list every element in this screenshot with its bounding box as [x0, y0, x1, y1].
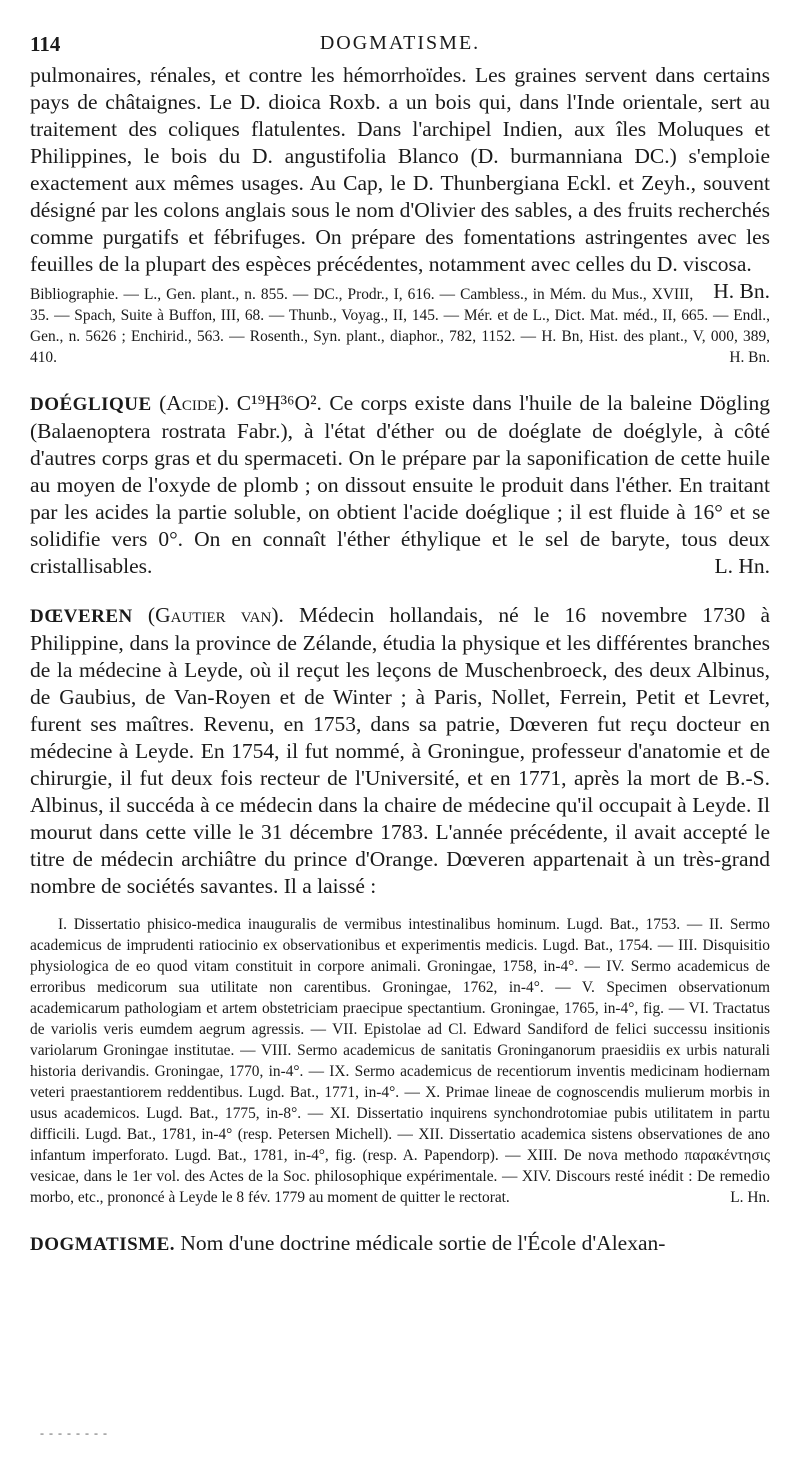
running-head — [30, 22, 770, 56]
bibliography — [30, 284, 770, 368]
doeveren-signature: L. Hn. — [730, 1189, 770, 1206]
footer-marks: - - - - - - - - — [40, 1426, 108, 1440]
doeveren-label: (Gautier van). — [147, 603, 284, 627]
doeveren-works-text: I. Dissertatio phisico-medica inauguralis de vermibus intestinalibus hominum. Lugd. Bat., 1753. — II. Sermo academicus de imprudenti ratiocinio ex observationibus et experimentis medicis. Lugd. Bat., 1754. — III. Disquisitio physiologica de eo quod vitam constituit in corpore animali. Groningae, 1758, in-4°. — IV. Sermo academicus de erroribus medicorum sua utilitate non carentibus. Groningae, 1762, in-4°. — V. Specimen observationum academicarum pathologiam et artem obstetriciam praecipue spectantium. Groningae, 1765, in-4°, fig. — VI. Tractatus de variolis veris eumdem aegrum agressis. — VII. Epistolae ad Cl. Edward Sandiford de felici successu insitionis variolarum Groningae institutae. — VIII. Sermo academicus de sanitatis Groninganorum praesidiis ex urbis naturali historia derivandis. Groningae, 1770, in-4°. — IX. Sermo academicus de recentiorum inventis medicinam hodiernam veteri praestantiorem reddentibus. Lugd. Bat., 1771, in-4°. — X. Primae lineae de cognoscendis mulierum morbis in usus academicos. Lugd. Bat., 1775, in-8°. — XI. Dissertatio inquirens synchondrotomiae pubis utilitatem in partu difficili. Lugd. Bat., 1781, in-4° (resp. Petersen Michell). — XII. Dissertatio academica sistens observationes de ano infantum imperforato. Lugd. Bat., 1781, in-4°, fig. (resp. A. Papendorp). — XIII. De nova methodo παρακέντησις vesicae, dans le 1er vol. des Actes de la Soc. philosophique expérimentale. — XIV. Discours resté inédit : De remedio morbo, etc., prononcé à Leyde le 8 fév. 1779 au moment de quitter le rectorat. — [30, 916, 770, 1206]
ebenaceae-paragraph — [30, 62, 770, 303]
dogmatisme-text: Nom d'une doctrine médicale sortie de l'École d'Alexan- — [180, 1231, 666, 1255]
doeveren-works — [30, 914, 770, 1208]
dogmatisme-headword: DOGMATISME. — [30, 1234, 176, 1255]
doeglique-text: C¹⁹H³⁶O². Ce corps existe dans l'huile de la baleine Dögling (Balaenoptera rostrata Fabr.), à l'état d'éther ou de doéglate de doéglyle, à côté d'autres corps gras et du spermaceti. On le prépare par la saponification de cette huile au moyen de l'oxyde de plomb ; on dissout ensuite le produit dans l'éther. En traitant par les acides la partie soluble, on obtient l'acide doéglique ; il est fluide à 16° et se solidifie vers 0°. On en connaît l'éther éthylique et le sel de baryte, tous deux cristallisables. — [30, 391, 770, 578]
doeglique-entry — [30, 390, 770, 580]
bibliography-text: Bibliographie. — L., Gen. plant., n. 855. — DC., Prodr., I, 616. — Cambless., in Mém. du Mus., XVIII, 35. — Spach, Suite à Buffon, III, 68. — Thunb., Voyag., II, 145. — Mér. et de L., Dict. Mat. méd., II, 665. — Endl., Gen., n. 5626 ; Enchirid., 563. — Rosenth., Syn. plant., diaphor., 782, 1152. — H. Bn, Hist. des plant., V, 000, 389, 410. — [30, 286, 770, 366]
doeglique-label: (Acide). — [159, 391, 230, 415]
bibliography-signature: H. Bn. — [729, 349, 770, 366]
ebenaceae-signature: H. Bn. — [713, 279, 770, 303]
running-title: DOGMATISME. — [319, 32, 481, 54]
dogmatisme-entry — [30, 1230, 770, 1258]
page-number: 114 — [30, 32, 61, 56]
page — [30, 22, 770, 1258]
doeglique-headword: DOÉGLIQUE — [30, 394, 152, 415]
doeglique-signature: L. Hn. — [714, 554, 770, 578]
doeveren-entry — [30, 602, 770, 900]
doeveren-text: Médecin hollandais, né le 16 novembre 1730 à Philippine, dans la province de Zélande, étudia la physique et les différentes branches de la médecine à Leyde, où il reçut les leçons de Muschenbroeck, des deux Albinus, de Gaubius, de Van-Royen et de Winter ; à Paris, Nollet, Ferrein, Petit et Levret, furent ses maîtres. Revenu, en 1753, dans sa patrie, Dœveren fut reçu docteur en médecine à Leyde. En 1754, il fut nommé, à Groningue, professeur d'anatomie et de chirurgie, il fut deux fois recteur de l'Université, et en 1771, après la mort de B.-S. Albinus, il succéda à ce médecin dans la chaire de médecine qu'il occupait à Leyde. Il mourut dans cette ville le 31 décembre 1783. L'année précédente, il avait accepté le titre de médecin archiâtre du prince d'Orange. Dœveren appartenait à un très-grand nombre de sociétés savantes. Il a laissé : — [30, 603, 770, 898]
ebenaceae-text: pulmonaires, rénales, et contre les hémorrhoïdes. Les graines servent dans certains pays de châtaignes. Le D. dioica Roxb. a un bois qui, dans l'Inde orientale, sert au traitement des coliques flatulentes. Dans l'archipel Indien, aux îles Moluques et Philippines, le bois du D. angustifolia Blanco (D. burmanniana DC.) s'emploie exactement aux mêmes usages. Au Cap, le D. Thunbergiana Eckl. et Zeyh., souvent désigné par les colons anglais sous le nom d'Olivier des sables, a des fruits recherchés comme purgatifs et fébrifuges. On prépare des fomentations astringentes avec les feuilles de la plupart des espèces précédentes, notamment avec celles du D. viscosa. — [30, 63, 770, 276]
doeveren-headword: DŒVEREN — [30, 606, 133, 627]
